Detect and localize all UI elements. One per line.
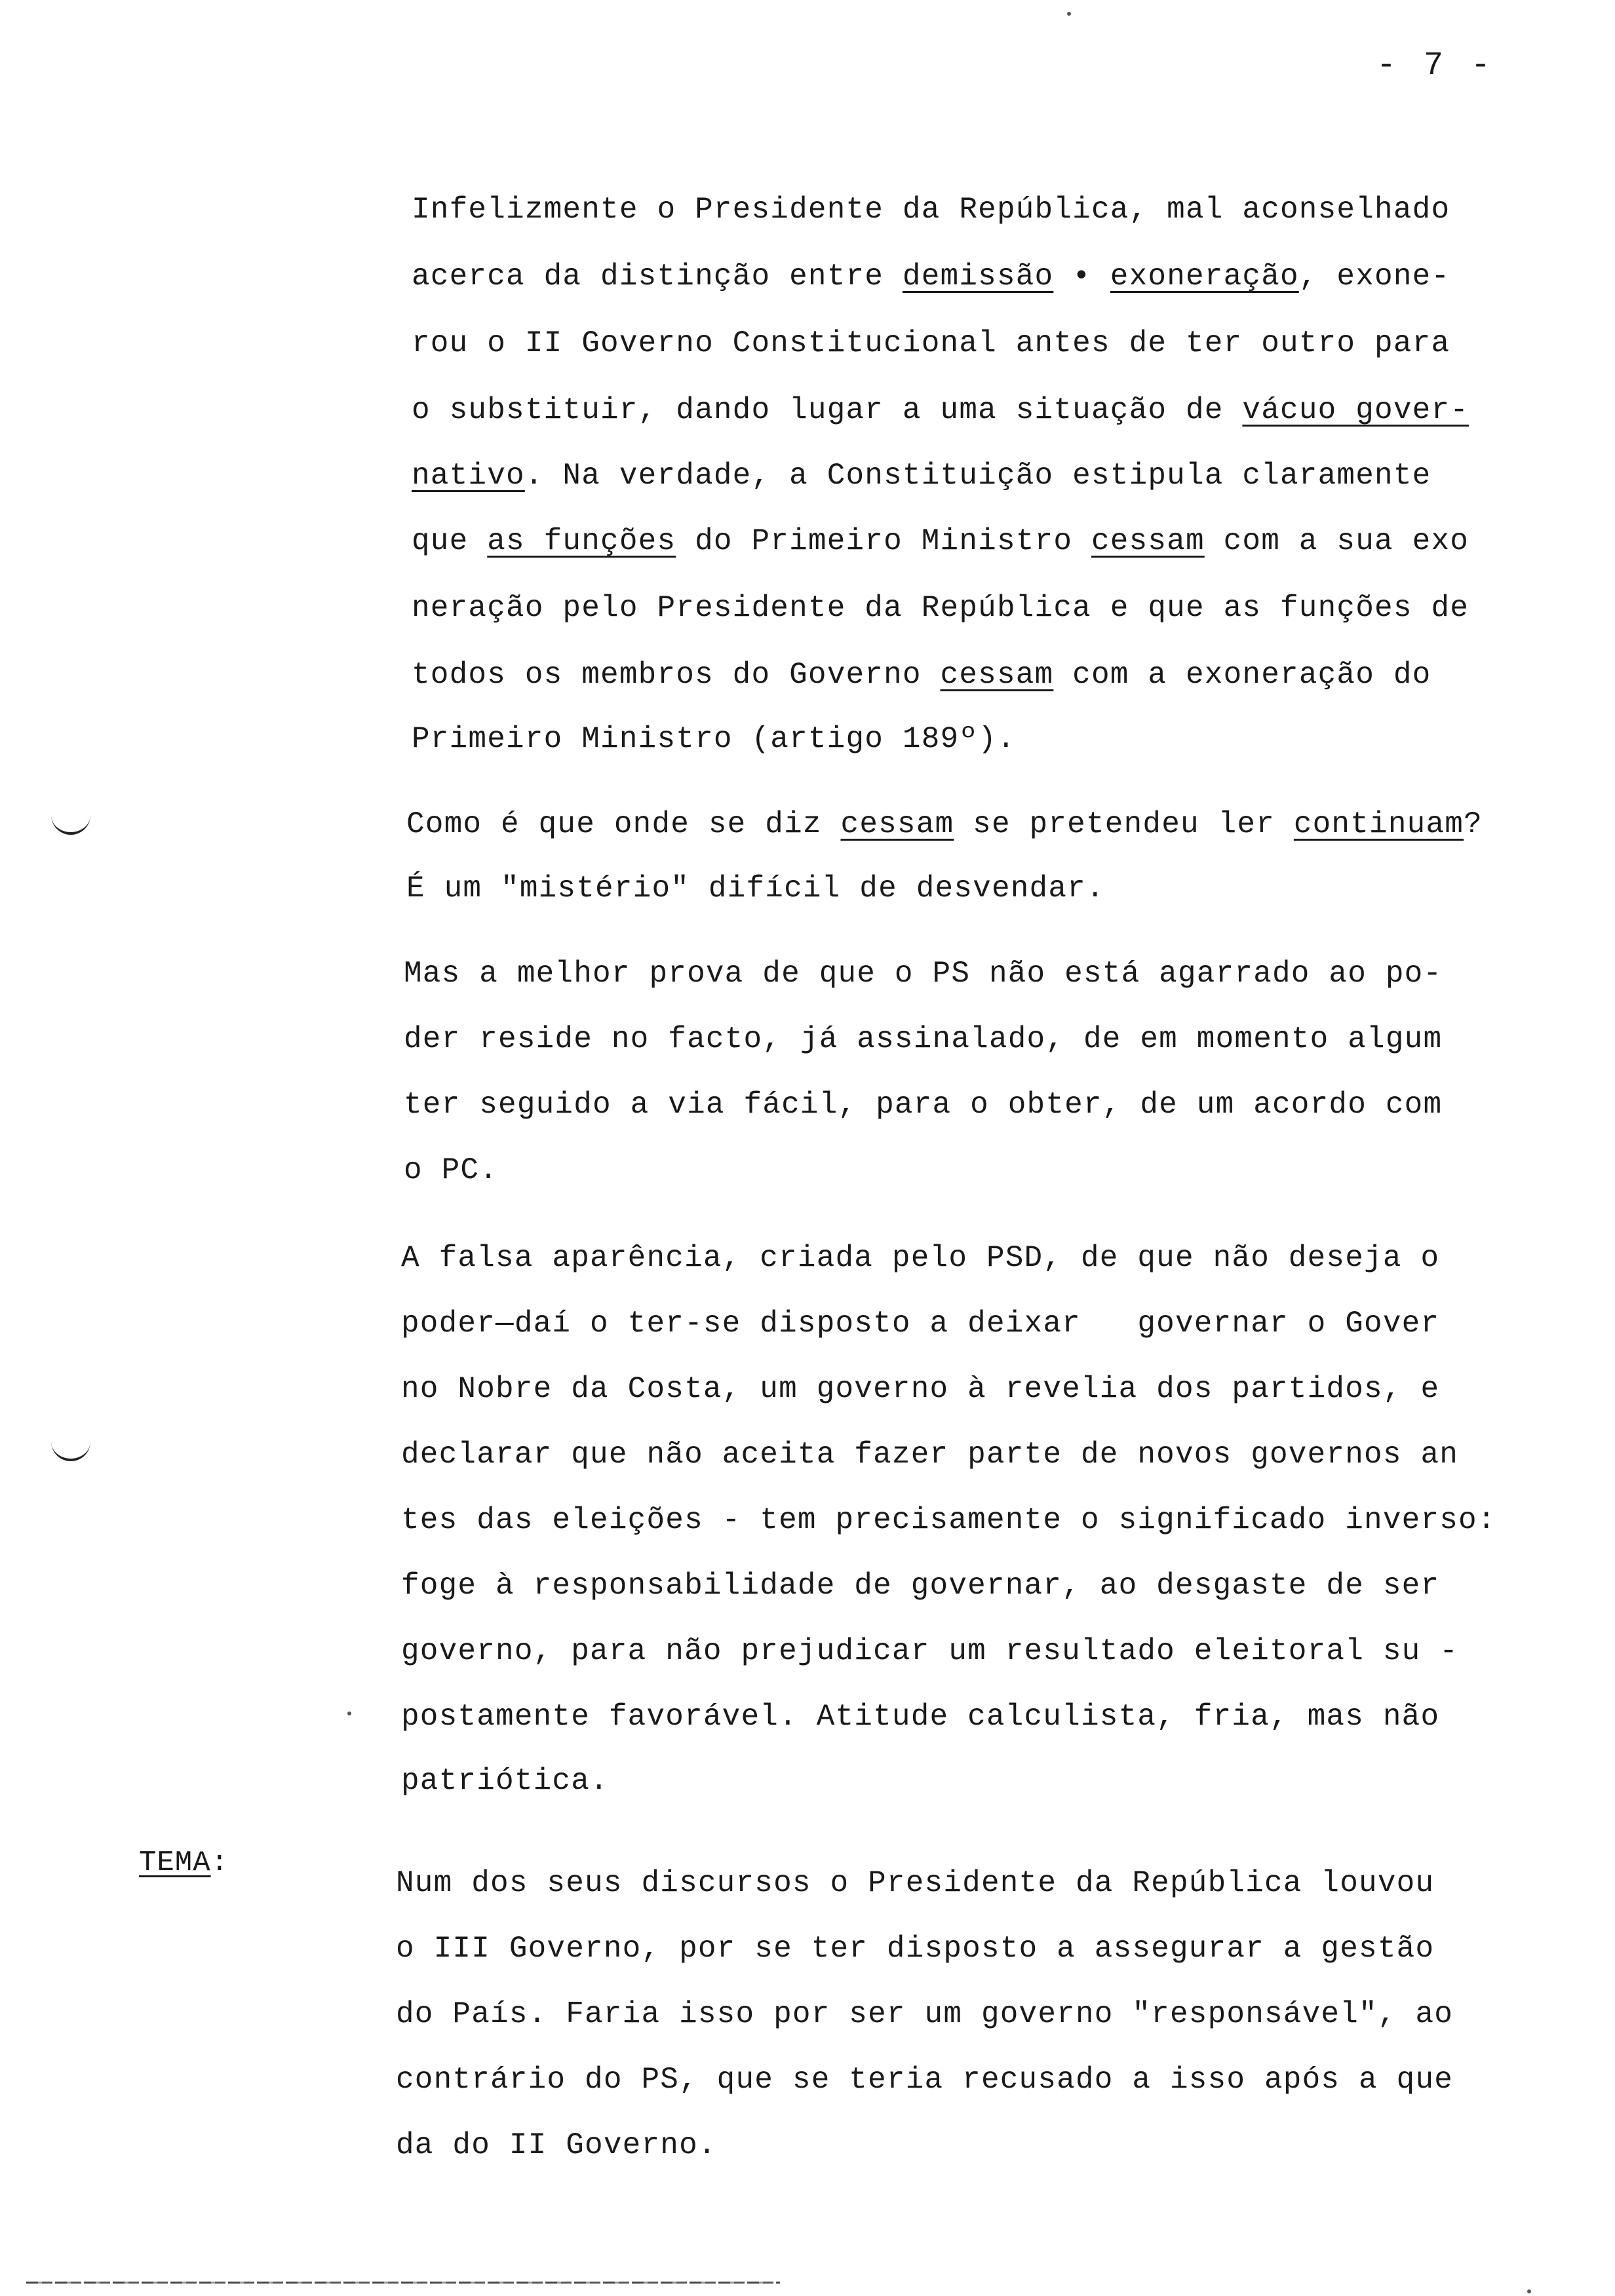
page-number: - 7 - <box>1376 47 1495 85</box>
text-segment: com a sua exo <box>1204 524 1469 558</box>
text-segment: Como é que onde se diz <box>406 807 841 841</box>
underlined-term-cessam: cessam <box>940 658 1054 692</box>
underlined-term-vacuo: vácuo gover- <box>1242 393 1469 427</box>
text-segment: se pretendeu ler <box>954 807 1294 841</box>
text-line: É um "mistério" difícil de desvendar. <box>406 871 1105 906</box>
text-line: Mas a melhor prova de que o PS não está agarrado ao po- <box>404 957 1443 991</box>
scan-speck <box>347 1712 351 1715</box>
text-line: o PC. <box>404 1153 499 1187</box>
text-line: postamente favorável. Atitude calculista, fria, mas não <box>401 1700 1440 1734</box>
tema-label-text: TEMA <box>139 1846 211 1879</box>
text-line: declarar que não aceita fazer parte de novos governos an <box>401 1438 1459 1472</box>
tema-label-colon: : <box>210 1846 229 1879</box>
scan-speck <box>1527 2289 1531 2293</box>
text-line <box>412 522 1469 561</box>
punch-hole-mark <box>51 813 90 835</box>
text-line: poder—daí o ter-se disposto a deixar governar o Gover <box>401 1307 1440 1341</box>
text-line <box>412 257 1450 296</box>
text-line: no Nobre da Costa, um governo à revelia dos partidos, e <box>401 1372 1440 1406</box>
text-line: governo, para não prejudicar um resultado eleitoral su - <box>401 1634 1459 1668</box>
text-line: do País. Faria isso por ser um governo "responsável", ao <box>396 1997 1454 2031</box>
underlined-term-cessam: cessam <box>840 807 954 841</box>
text-line: Num dos seus discursos o Presidente da República louvou <box>396 1866 1435 1900</box>
text-segment: todos os membros do Governo <box>412 658 941 692</box>
text-line: o III Governo, por se ter disposto a assegurar a gestão <box>396 1932 1435 1966</box>
text-line: Primeiro Ministro (artigo 189º). <box>412 722 1016 756</box>
underlined-term-cessam: cessam <box>1091 524 1205 558</box>
text-line: foge à responsabilidade de governar, ao desgaste de ser <box>401 1569 1440 1603</box>
underlined-term-nativo: nativo <box>412 459 525 493</box>
text-line: A falsa aparência, criada pelo PSD, de que não deseja o <box>401 1241 1440 1275</box>
text-line <box>412 456 1431 495</box>
text-line <box>406 805 1483 844</box>
text-line: der reside no facto, já assinalado, de em momento algum <box>404 1022 1443 1056</box>
text-line: patriótica. <box>401 1764 609 1798</box>
tema-label <box>139 1846 229 1879</box>
underlined-term-exoneracao: exoneração <box>1110 259 1299 294</box>
text-segment: com a exoneração do <box>1053 658 1431 692</box>
text-line <box>412 391 1469 430</box>
text-line: neração pelo Presidente da República e que as funções de <box>412 591 1469 625</box>
text-line <box>412 655 1431 695</box>
bullet-separator: • <box>1053 259 1110 294</box>
underlined-term-continuam: continuam <box>1293 807 1464 841</box>
text-line: Infelizmente o Presidente da República, mal aconselhado <box>412 193 1450 227</box>
footer-rule <box>26 2282 780 2284</box>
text-line: da do II Governo. <box>396 2128 717 2162</box>
punch-hole-mark <box>51 1439 90 1461</box>
text-segment: acerca da distinção entre <box>412 259 903 294</box>
scan-speck <box>1067 12 1071 16</box>
underlined-term-as-funcoes: as funções <box>487 524 676 558</box>
underlined-term-demissao: demissão <box>902 259 1054 294</box>
text-segment: o substituir, dando lugar a uma situação de <box>412 393 1243 427</box>
text-segment: ? <box>1464 807 1483 841</box>
text-segment: do Primeiro Ministro <box>676 524 1091 558</box>
text-line: tes das eleições - tem precisamente o significado inverso: <box>401 1503 1496 1537</box>
text-segment: , exone- <box>1298 259 1450 294</box>
text-line: ter seguido a via fácil, para o obter, de um acordo com <box>404 1088 1443 1122</box>
text-segment: . Na verdade, a Constituição estipula claramente <box>524 459 1431 493</box>
text-line: rou o II Governo Constitucional antes de ter outro para <box>412 326 1450 360</box>
text-segment: que <box>412 524 488 558</box>
text-line: contrário do PS, que se teria recusado a isso após a que <box>396 2063 1454 2097</box>
